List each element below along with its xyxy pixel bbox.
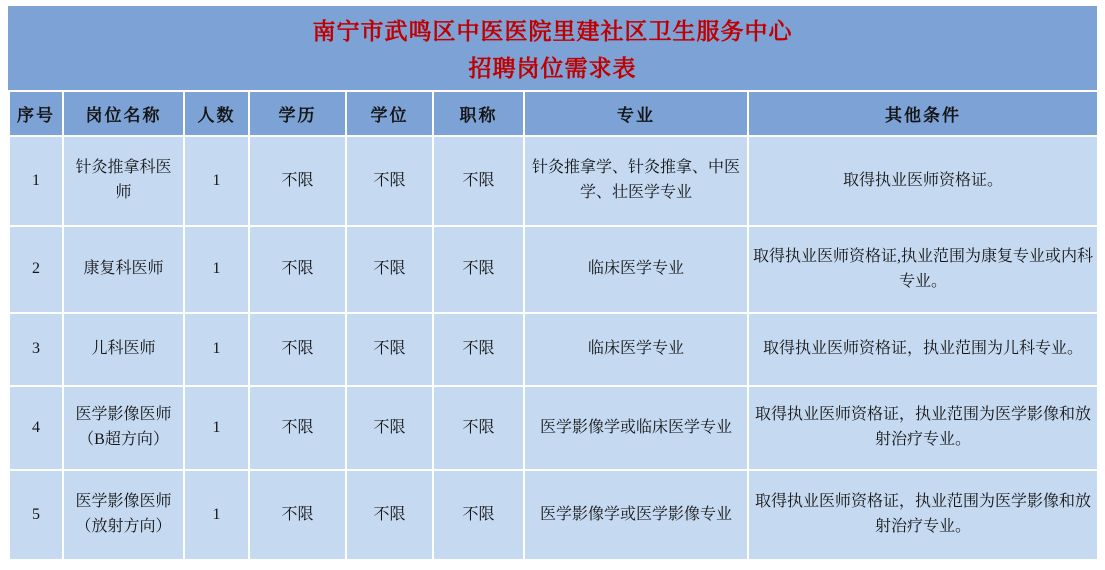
cell-index: 1 [9,136,63,226]
cell-education: 不限 [249,313,346,386]
table-row [9,136,1098,226]
table-row [9,470,1098,560]
cell-other-conditions: 取得执业医师资格证,执业范围为康复专业或内科专业。 [748,226,1098,313]
cell-position: 针灸推拿科医师 [63,136,184,226]
col-header-other-conditions: 其他条件 [748,91,1098,136]
cell-other-conditions: 取得执业医师资格证。 [748,136,1098,226]
col-header-position: 岗位名称 [63,91,184,136]
cell-major: 医学影像学或临床医学专业 [524,386,748,470]
cell-major: 临床医学专业 [524,313,748,386]
cell-education: 不限 [249,470,346,560]
cell-degree: 不限 [346,313,433,386]
header-row [9,91,1098,136]
cell-title: 不限 [433,226,524,313]
cell-index: 5 [9,470,63,560]
cell-education: 不限 [249,226,346,313]
cell-count: 1 [184,470,249,560]
recruitment-table [8,90,1099,561]
col-header-count: 人数 [184,91,249,136]
cell-major: 针灸推拿学、针灸推拿、中医学、壮医学专业 [524,136,748,226]
cell-count: 1 [184,313,249,386]
table-title-line2: 招聘岗位需求表 [468,56,637,81]
col-header-title: 职称 [433,91,524,136]
table-title-line1: 南宁市武鸣区中医医院里建社区卫生服务中心 [312,19,793,44]
col-header-major: 专业 [524,91,748,136]
cell-degree: 不限 [346,386,433,470]
cell-title: 不限 [433,313,524,386]
cell-position: 医学影像医师（放射方向） [63,470,184,560]
cell-other-conditions: 取得执业医师资格证，执业范围为儿科专业。 [748,313,1098,386]
cell-degree: 不限 [346,226,433,313]
table-row [9,226,1098,313]
cell-major: 临床医学专业 [524,226,748,313]
col-header-degree: 学位 [346,91,433,136]
table-title [8,6,1097,90]
cell-position: 儿科医师 [63,313,184,386]
cell-education: 不限 [249,386,346,470]
cell-index: 2 [9,226,63,313]
cell-position: 医学影像医师（B超方向） [63,386,184,470]
cell-title: 不限 [433,470,524,560]
cell-degree: 不限 [346,470,433,560]
cell-count: 1 [184,226,249,313]
cell-other-conditions: 取得执业医师资格证，执业范围为医学影像和放射治疗专业。 [748,386,1098,470]
cell-index: 4 [9,386,63,470]
cell-other-conditions: 取得执业医师资格证，执业范围为医学影像和放射治疗专业。 [748,470,1098,560]
cell-education: 不限 [249,136,346,226]
table-row [9,386,1098,470]
cell-title: 不限 [433,386,524,470]
cell-title: 不限 [433,136,524,226]
cell-index: 3 [9,313,63,386]
cell-count: 1 [184,386,249,470]
cell-major: 医学影像学或医学影像专业 [524,470,748,560]
cell-count: 1 [184,136,249,226]
cell-degree: 不限 [346,136,433,226]
table-row [9,313,1098,386]
col-header-education: 学历 [249,91,346,136]
col-header-index: 序号 [9,91,63,136]
cell-position: 康复科医师 [63,226,184,313]
